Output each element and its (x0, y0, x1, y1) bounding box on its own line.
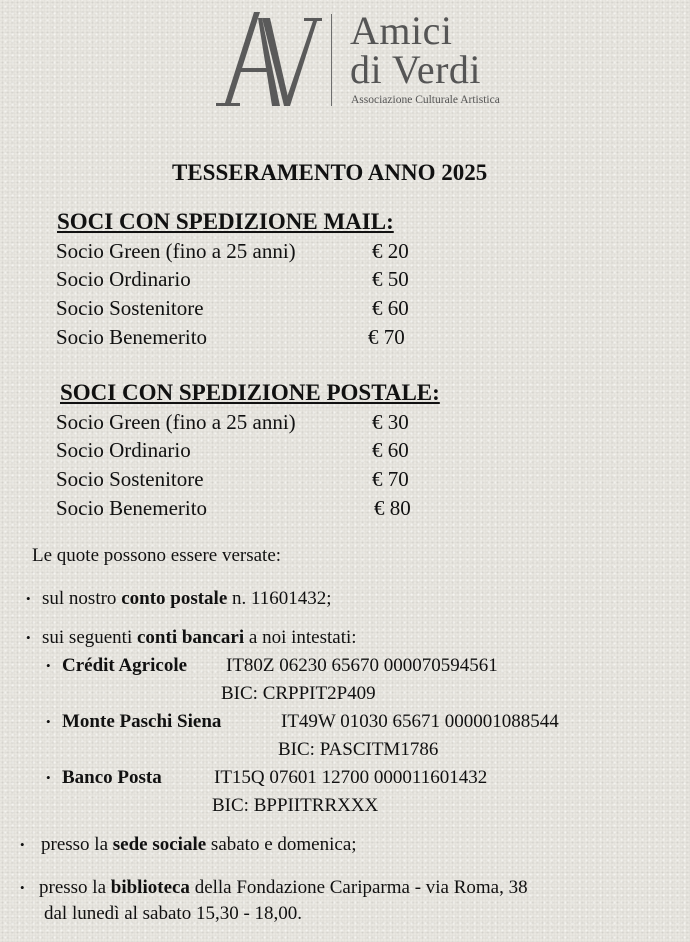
section-heading-mail: SOCI CON SPEDIZIONE MAIL: (57, 209, 394, 234)
membership-type: Socio Sostenitore (56, 467, 204, 491)
bank-bic: BIC: CRPPIT2P409 (221, 683, 376, 704)
membership-price: € 70 (368, 325, 405, 349)
bank-iban: IT15Q 07601 12700 000011601432 (214, 767, 488, 788)
logo-text-di-verdi: di Verdi (350, 47, 482, 92)
bank-name: Banco Posta (62, 767, 162, 788)
bank-bic: BIC: PASCITM1786 (278, 739, 439, 760)
section-heading-postal: SOCI CON SPEDIZIONE POSTALE: (60, 380, 440, 405)
payment-library-hours: dal lunedì al sabato 15,30 - 18,00. (44, 903, 303, 924)
bullet: • (26, 630, 31, 645)
membership-type: Socio Benemerito (56, 496, 208, 520)
bullet: • (20, 880, 25, 895)
membership-type: Socio Green (fino a 25 anni) (56, 410, 296, 434)
membership-type: Socio Green (fino a 25 anni) (56, 239, 296, 263)
logo-divider (331, 14, 332, 106)
membership-price: € 60 (372, 296, 409, 320)
membership-price: € 60 (372, 438, 409, 462)
bullet: • (46, 714, 51, 729)
membership-type: Socio Benemerito (56, 325, 208, 349)
payment-intro: Le quote possono essere versate: (32, 545, 282, 566)
page-title: TESSERAMENTO ANNO 2025 (172, 160, 488, 185)
membership-price: € 80 (374, 496, 411, 520)
bank-bic: BIC: BPPIITRRXXX (212, 795, 379, 816)
av-monogram-logo (214, 10, 324, 108)
bullet: • (20, 837, 25, 852)
bullet: • (26, 591, 31, 606)
membership-price: € 30 (372, 410, 409, 434)
membership-price: € 50 (372, 267, 409, 291)
bullet: • (46, 770, 51, 785)
membership-type: Socio Ordinario (56, 267, 191, 291)
payment-bank-intro: sui seguenti conti bancari a noi intestati: (42, 627, 357, 648)
payment-office: presso la sede sociale sabato e domenica; (41, 834, 357, 855)
payment-library: presso la biblioteca della Fondazione Cariparma - via Roma, 38 (39, 877, 528, 898)
logo-text-amici: Amici (350, 8, 453, 53)
payment-postal-account: sul nostro conto postale n. 11601432; (42, 588, 332, 609)
bank-name: Crédit Agricole (62, 655, 188, 676)
bank-iban: IT49W 01030 65671 000001088544 (281, 711, 559, 732)
membership-type: Socio Sostenitore (56, 296, 204, 320)
logo-subtitle: Associazione Culturale Artistica (351, 94, 500, 106)
bank-name: Monte Paschi Siena (62, 711, 222, 732)
membership-price: € 70 (372, 467, 409, 491)
membership-type: Socio Ordinario (56, 438, 191, 462)
bank-iban: IT80Z 06230 65670 000070594561 (226, 655, 498, 676)
bullet: • (46, 658, 51, 673)
membership-price: € 20 (372, 239, 409, 263)
